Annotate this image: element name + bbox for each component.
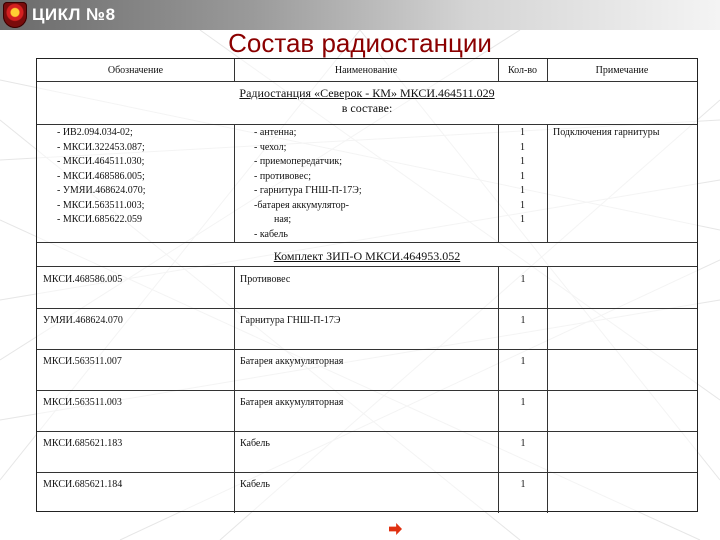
row-divider [37,242,697,243]
col-divider [547,124,548,242]
header-note: Примечание [595,65,649,76]
composition-table [36,58,698,512]
emblem-icon [3,2,27,28]
row-divider [37,431,697,432]
list-item: ная; [274,214,292,225]
table-cell: 1 [520,315,526,326]
list-item: - приемопередатчик; [254,156,343,167]
header-quantity: Кол-во [507,65,537,76]
list-item: - МКСИ.685622.059 [57,214,143,225]
top-banner [0,0,720,30]
table-cell: МКСИ.685621.184 [43,479,123,490]
table-cell: Батарея аккумуляторная [240,397,344,408]
list-item: 1 [520,185,525,196]
table-cell: МКСИ.685621.183 [43,438,123,449]
list-item: - ИВ2.094.034-02; [57,127,133,138]
row-divider [37,390,697,391]
quantity-list [498,126,547,228]
note-text: Подключения гарнитуры [553,127,660,138]
table-cell: МКСИ.563511.007 [43,356,122,367]
cycle-label: ЦИКЛ №8 [32,5,116,24]
list-item: - МКСИ.322453.087; [57,141,145,153]
list-item: - чехол; [254,141,287,153]
list-item: - кабель [254,228,288,240]
list-item: - гарнитура ГНШ-П-17Э; [254,185,362,196]
name-list [254,126,362,242]
row-divider [37,81,697,82]
header-name: Наименование [334,65,398,76]
row-divider [37,124,697,125]
table-cell: Противовес [240,274,291,285]
next-arrow-icon[interactable] [389,523,402,535]
list-item: 1 [520,156,525,167]
list-item: - антенна; [254,127,297,138]
row-divider [37,308,697,309]
table-cell: Батарея аккумуляторная [240,356,344,367]
list-item: 1 [520,214,525,225]
table-cell: Гарнитура ГНШ-П-17Э [240,315,341,326]
list-item: - УМЯИ.468624.070; [57,185,146,196]
table-cell: 1 [520,438,526,449]
list-item: - МКСИ.464511.030; [57,156,145,167]
list-item: 1 [520,199,525,211]
list-item: - МКСИ.468586.005; [57,170,145,182]
row-divider [37,266,697,267]
table-cell: Кабель [240,479,270,490]
table-cell: МКСИ.468586.005 [43,274,123,285]
col-divider [234,124,235,242]
header-designation: Обозначение [107,65,164,76]
table-cell: МКСИ.563511.003 [43,397,122,408]
table-cell: Кабель [240,438,270,449]
list-item: - противовес; [254,170,311,182]
list-item: - МКСИ.563511.003; [57,199,145,211]
list-item: 1 [520,170,525,182]
list-item: -батарея аккумулятор- [254,199,349,211]
list-item: 1 [520,127,525,138]
row-divider [37,349,697,350]
table-cell: УМЯИ.468624.070 [43,315,123,326]
row-divider [37,472,697,473]
section-title: Комплект ЗИП-О МКСИ.464953.052 [273,249,461,263]
section-title-line: Радиостанция «Северок - КМ» МКСИ.464511.029 [239,86,495,100]
page-title: Состав радиостанции [228,28,492,58]
table-cell: 1 [520,479,526,490]
table-cell: 1 [520,397,526,408]
table-cell: 1 [520,274,526,285]
designation-list [57,126,145,228]
table-cell: 1 [520,356,526,367]
section-title-line: в составе: [341,101,393,115]
section-title [187,86,547,116]
list-item: 1 [520,141,525,153]
